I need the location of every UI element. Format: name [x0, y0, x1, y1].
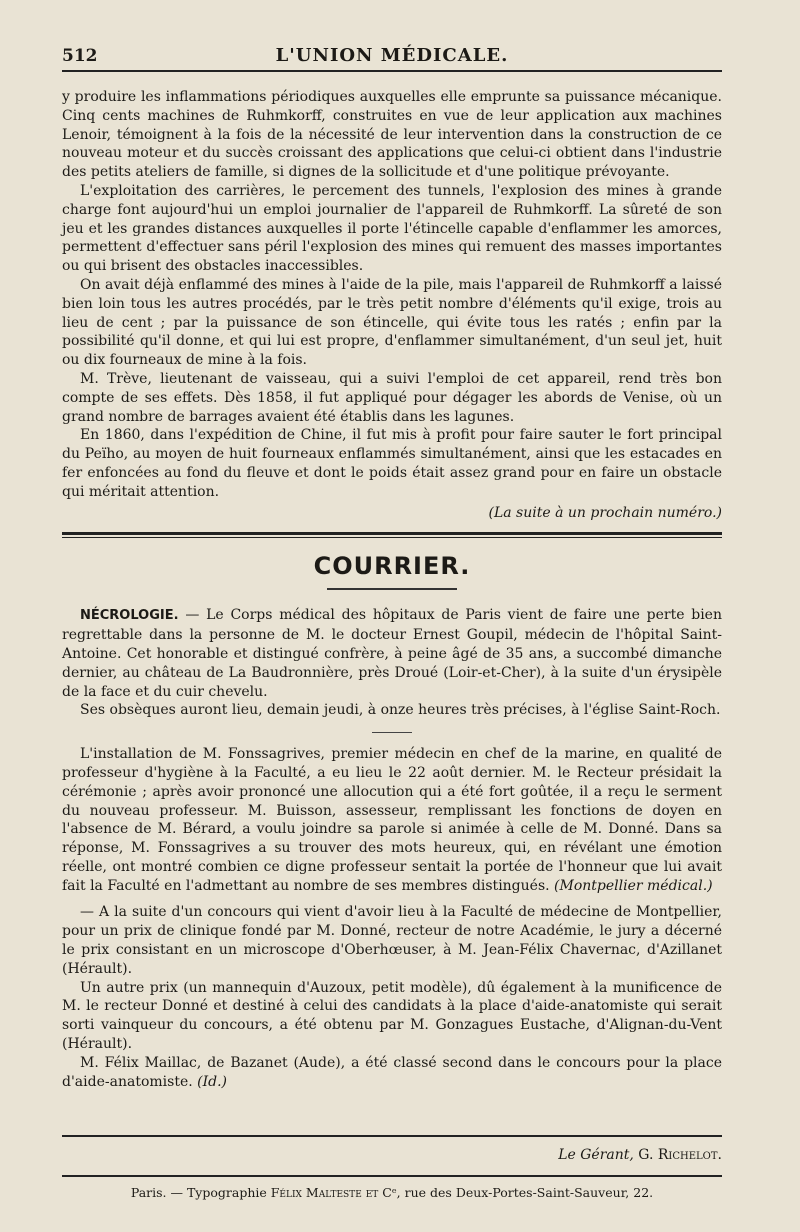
section-title-underline — [327, 588, 457, 590]
necrology-text: — Le Corps médical des hôpitaux de Paris vient de faire une perte bien regrettable dans la personne de M. le docteur Ernest Goupil, médecin de l'hôpital Saint-Antoine. Cet honorable et distingué confrère, à peine âgé de 35 ans, a succombé dimanche dernier, au château de La Baudronnière, près Droué (Loir-et-Cher), à la suite d'un érysipèle de la face et du cuir chevelu. — [62, 607, 722, 700]
imprint-address: rue des Deux-Portes-Saint-Sauveur, 22. — [400, 1185, 654, 1201]
necrology-paragraph — [62, 606, 722, 701]
maillac-text: M. Félix Maillac, de Bazanet (Aude), a été classé second dans le concours pour la place d'aide-anatomiste. — [62, 1054, 722, 1090]
footer-rule — [62, 1175, 722, 1177]
section-divider — [62, 532, 722, 538]
continued-note: (La suite à un prochain numéro.) — [488, 504, 722, 521]
article-body — [62, 88, 722, 522]
page-header — [62, 40, 722, 72]
article-paragraph: L'exploitation des carrières, le percement des tunnels, l'explosion des mines à grande charge font aujourd'hui un emploi journalier de l'appareil de Ruhmkorff. La sûreté de son jeu et les grandes distances auxquelles il porte l'étincelle capable d'enflammer les amorces, permettent d'effectuer sans péril l'explosion des mines qui remuent des masses importantes ou qui brisent des obstacles inaccessibles. — [62, 182, 722, 275]
signature-name: G. Richelot. — [638, 1147, 722, 1164]
maillac-source: (Id.) — [197, 1073, 228, 1090]
section-title: COURRIER. — [313, 552, 471, 581]
running-title: L'UNION MÉDICALE. — [275, 45, 509, 66]
signature-label: Le Gérant, — [558, 1147, 634, 1164]
necrology-label: NÉCROLOGIE. — [80, 608, 179, 624]
imprint — [62, 1185, 722, 1200]
installation-text: L'installation de M. Fonssagrives, premier médecin en chef de la marine, en qualité de professeur d'hygiène à la Faculté, a eu lieu le 22 août dernier. M. le Recteur présidait la cérémonie ; après avoir prononcé une allocution qui a été fort goûtée, il a reçu le serment du nouveau professeur. M. Buisson, assesseur, remplissant les fonctions de doyen en l'absence de M. Bérard, a voulu joindre sa parole si animée à celle de M. Donné. Dans sa réponse, M. Fonssagrives a su trouver des mots heureux, qui, en révélant une émotion réelle, ont montré combien ce digne professeur sentait la portée de l'honneur que lui avait fait la Faculté en l'admettant au nombre de ses membres distingués. — [62, 746, 722, 894]
imprint-printer: Félix Malteste et Cᵉ, — [270, 1185, 401, 1201]
installation-paragraph — [62, 745, 722, 895]
small-separator — [372, 732, 412, 733]
concours-paragraph: — A la suite d'un concours qui vient d'avoir lieu à la Faculté de médecine de Montpellier, pour un prix de clinique fondé par M. Donné, recteur de notre Académie, le jury a décerné le prix consistant en un microscope d'Oberhœuser, à M. Jean-Félix Chavernac, d'Azillanet (Hérault). — [62, 904, 722, 977]
signature — [62, 1147, 722, 1163]
funeral-paragraph: Ses obsèques auront lieu, demain jeudi, à onze heures très précises, à l'église Saint-Roch. — [80, 702, 721, 719]
spacer — [62, 895, 722, 903]
article-paragraph: En 1860, dans l'expédition de Chine, il fut mis à profit pour faire sauter le fort principal du Peïho, au moyen de huit fourneaux enflammés simultanément, ainsi que les estacades en fer enfoncées au fond du fleuve et dont le poids était assez grand pour en faire un obstacle qui méritait attention. — [62, 427, 722, 500]
autre-prix-paragraph: Un autre prix (un mannequin d'Auzoux, petit modèle), dû également à la munificence de M. le recteur Donné et destiné à celui des candidats à la place d'aide-anatomiste qui serait sorti vainqueur du concours, a été obtenu par M. Gonzagues Eustache, d'Alignan-du-Vent (Hérault). — [62, 979, 722, 1053]
signature-rule — [62, 1135, 722, 1137]
article-paragraph: y produire les inflammations périodiques auxquelles elle emprunte sa puissance mécanique. Cinq cents machines de Ruhmkorff, construites en vue de leur application aux machines Lenoir, témoignent à la fois de la nécessité de leur intervention dans la construction de ce nouveau moteur et du succès croissant des applications que celui-ci obtient dans l'industrie des petits ateliers de famille, si dignes de la sollicitude et d'une politique prévoyante. — [62, 89, 722, 181]
courrier-body — [62, 606, 722, 1091]
article-paragraph: M. Trève, lieutenant de vaisseau, qui a suivi l'emploi de cet appareil, rend très bon compte de ses effets. Dès 1858, il fut appliqué pour dégager les abords de Venise, où un grand nombre de barrages avaient été établis dans les lagunes. — [62, 370, 722, 425]
installation-source: (Montpellier médical.) — [554, 877, 713, 894]
maillac-paragraph — [62, 1054, 722, 1092]
imprint-prefix: Paris. — Typographie — [130, 1185, 271, 1201]
article-paragraph: On avait déjà enflammé des mines à l'aide de la pile, mais l'appareil de Ruhmkorff a laissé bien loin tous les autres procédés, par le très petit nombre d'éléments qu'il exige, trois au lieu de cent ; par la puissance de son étincelle, qui évite tous les ratés ; enfin par la possibilité qu'il donne, et qui lui est propre, d'enflammer simultanément, d'un seul jet, huit ou dix fourneaux de mine à la fois. — [62, 276, 722, 369]
page-number: 512 — [62, 46, 98, 66]
